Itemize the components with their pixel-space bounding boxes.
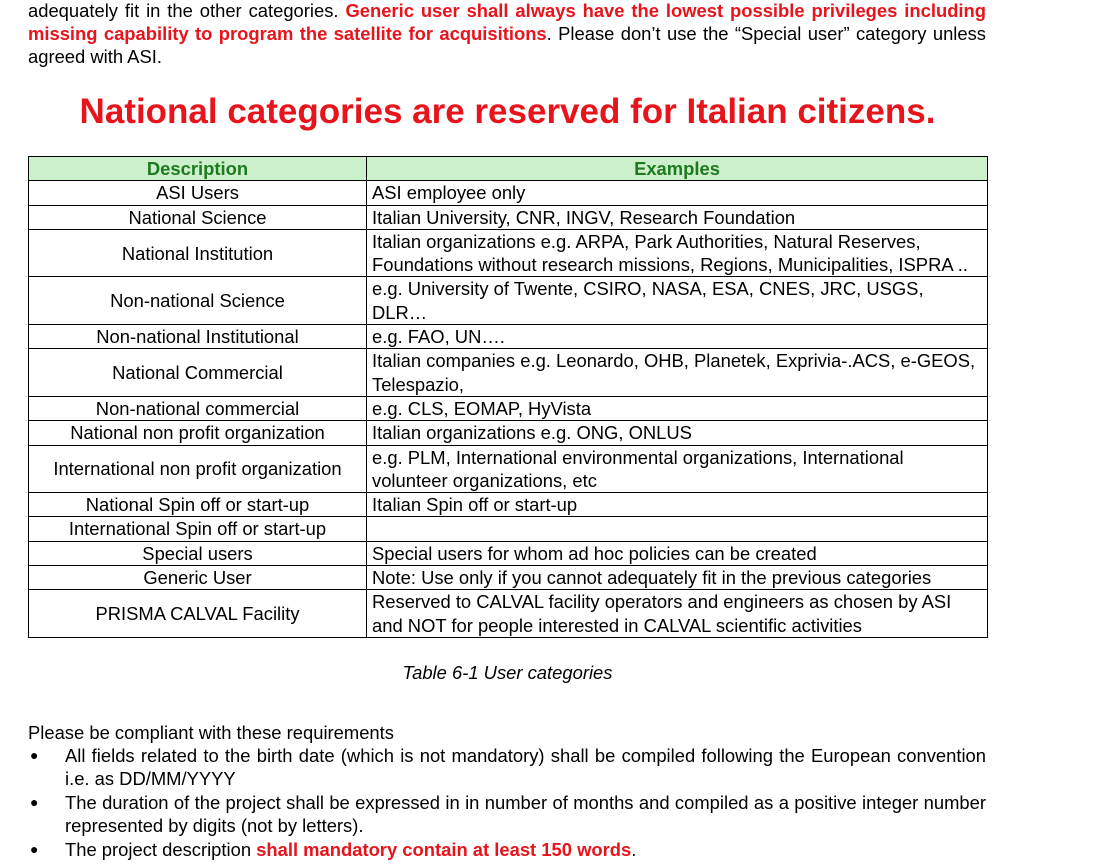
table-row [29,421,988,445]
table-row [29,349,988,397]
row-examples: e.g. CLS, EOMAP, HyVista [367,396,988,420]
row-description: Non-national Science [29,277,367,325]
table-row [29,325,988,349]
table-header-row [29,157,988,181]
bullet-icon: ● [30,794,39,810]
row-description: National Spin off or start-up [29,493,367,517]
national-categories-notice: National categories are reserved for Italian citizens. [79,92,936,131]
row-description: National Commercial [29,349,367,397]
top-paragraph-red-emphasis: Generic user shall always have the lowest possible privileges including missing capability to program the satellite for acquisitions [28,0,986,44]
list-item [28,791,986,837]
top-paragraph-lead: adequately fit in the other categories. [28,0,346,21]
row-examples: Italian organizations e.g. ARPA, Park Authorities, Natural Reserves, Foundations without research missions, Regions, Municipalities, ISPRA .. [367,229,988,277]
row-examples: Note: Use only if you cannot adequately fit in the previous categories [367,566,988,590]
list-item [28,838,986,861]
row-examples [367,517,988,541]
row-description: International Spin off or start-up [29,517,367,541]
table-row [29,229,988,277]
table-row [29,517,988,541]
row-description: Non-national Institutional [29,325,367,349]
row-examples: e.g. University of Twente, CSIRO, NASA, ESA, CNES, JRC, USGS, DLR… [367,277,988,325]
requirement-tail: . [631,839,637,860]
top-paragraph [28,0,986,68]
row-description: Non-national commercial [29,396,367,420]
row-description: Generic User [29,566,367,590]
bullet-icon: ● [30,841,39,857]
table-row [29,396,988,420]
row-examples: Italian organizations e.g. ONG, ONLUS [367,421,988,445]
requirements-list [28,744,986,862]
requirement-text: The project description [65,839,257,860]
row-description: International non profit organization [29,445,367,493]
row-description: National non profit organization [29,421,367,445]
table-row [29,566,988,590]
top-paragraph-tail: . Please don’t use the “Special user” category unless agreed with ASI. [28,23,986,67]
table-row [29,541,988,565]
row-examples: Reserved to CALVAL facility operators and engineers as chosen by ASI and NOT for people interested in CALVAL scientific activities [367,590,988,638]
list-item [28,744,986,790]
table-row [29,277,988,325]
row-examples: Italian Spin off or start-up [367,493,988,517]
requirement-red-emphasis: shall mandatory contain at least 150 words [256,839,632,860]
row-description: National Institution [29,229,367,277]
row-examples: Italian University, CNR, INGV, Research Foundation [367,205,988,229]
bullet-icon: ● [30,747,39,763]
table-row [29,205,988,229]
row-description: Special users [29,541,367,565]
row-examples: e.g. FAO, UN…. [367,325,988,349]
requirements-intro: Please be compliant with these requirements [28,722,394,743]
row-examples: ASI employee only [367,181,988,205]
row-description: PRISMA CALVAL Facility [29,590,367,638]
requirement-text: All fields related to the birth date (which is not mandatory) shall be compiled following the European convention i.e. as DD/MM/YYYY [65,745,986,789]
requirement-text: The duration of the project shall be expressed in in number of months and compiled as a positive integer number represented by digits (not by letters). [65,792,986,836]
row-examples: Italian companies e.g. Leonardo, OHB, Planetek, Exprivia-.ACS, e-GEOS, Telespazio, [367,349,988,397]
user-categories-table [28,156,988,638]
row-description: ASI Users [29,181,367,205]
table-caption: Table 6-1 User categories [402,662,613,683]
row-examples: e.g. PLM, International environmental organizations, International volunteer organizations, etc [367,445,988,493]
table-row [29,181,988,205]
table-row [29,590,988,638]
table-row [29,445,988,493]
row-description: National Science [29,205,367,229]
table-row [29,493,988,517]
header-description: Description [29,157,367,181]
header-examples: Examples [367,157,988,181]
row-examples: Special users for whom ad hoc policies can be created [367,541,988,565]
